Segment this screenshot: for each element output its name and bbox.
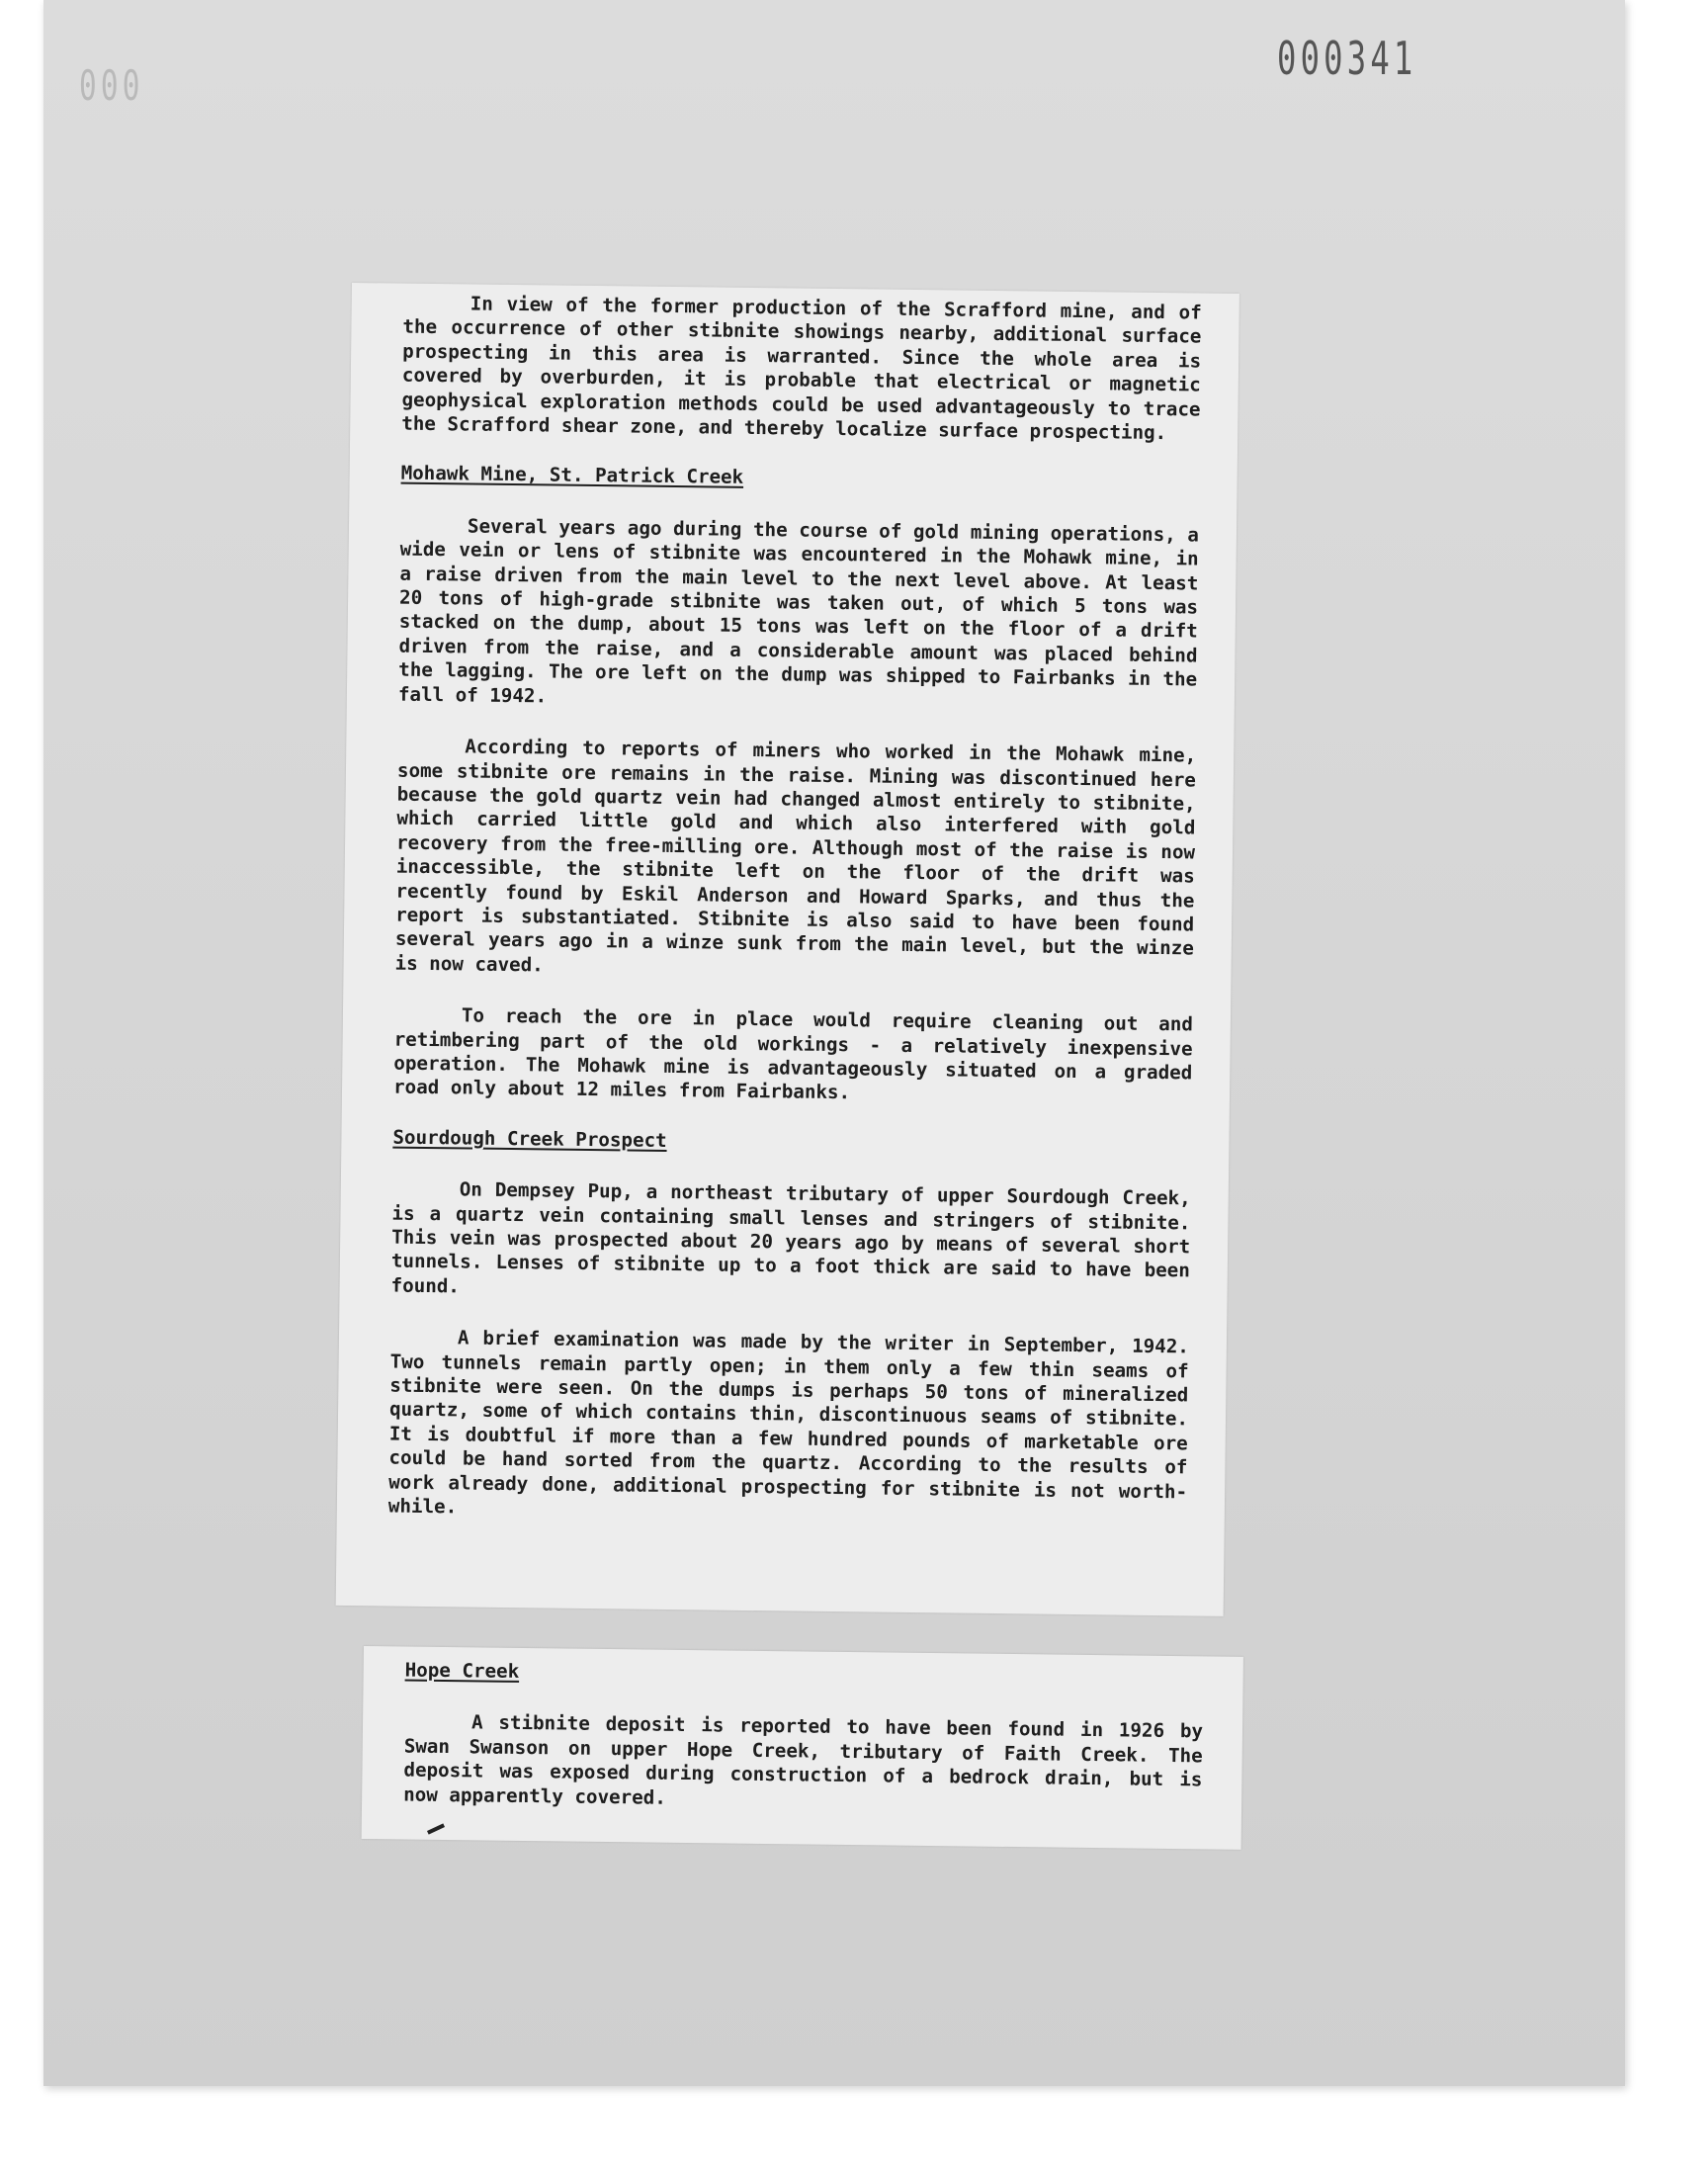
page-number: 000341: [1277, 32, 1417, 85]
mohawk-paragraph-3: To reach the ore in place would require cleaning out and retimbering part of the old workings - a relatively inexpensive operation. The Mohawk mine is advantageously situated on a graded road only about 12 miles from Fairbanks.: [392, 1003, 1194, 1104]
sourdough-paragraph-1: On Dempsey Pup, a northeast tributary of upper Sourdough Creek, is a quartz vein containing small lenses and stringers of stibnite. This vein was prospected about 20 years ago by means of several short tunnels. Lenses of stibnite up to a foot thick are said to have been found.: [390, 1177, 1191, 1298]
main-clipping-text: [388, 292, 1202, 1528]
intro-paragraph: In view of the former production of the Scrafford mine, and of the occurrence of other stibnite showings nearby, additional surface prospecting in this area is warranted. Since the whole area is covered by overburden, it is probable that electrical or magnetic geophysical exploration methods could be used advantageously to trace the Scrafford shear zone, and thereby localize surface prospecting.: [401, 292, 1202, 445]
hope-creek-paragraph: A stibnite deposit is reported to have been found in 1926 by Swan Swanson on upper Hope Creek, tributary of Faith Creek. The deposit was exposed during construction of a bedrock drain, but is now apparently covered.: [403, 1710, 1204, 1809]
hope-creek-clipping: [362, 1646, 1243, 1850]
hope-creek-heading: Hope Creek: [404, 1658, 520, 1683]
sourdough-heading: Sourdough Creek Prospect: [392, 1125, 667, 1152]
hope-creek-text: [403, 1659, 1204, 1817]
ghost-page-number: 000: [79, 61, 144, 110]
sourdough-paragraph-2: A brief examination was made by the writer in September, 1942. Two tunnels remain partly open; in them only a few thin seams of stibnite were seen. On the dumps is perhaps 50 tons of mineralized quartz, some of which contains thin, discontinuous seams of stibnite. It is doubtful if more than a few hundred pounds of marketable ore could be hand sorted from the quartz. According to the results of work already done, additional prospecting for stibnite is not worth-while.: [387, 1326, 1190, 1519]
mohawk-paragraph-1: Several years ago during the course of gold mining operations, a wide vein or lens of stibnite was encountered in the Mohawk mine, in a raise driven from the main level to the next level above. At least 20 tons of high-grade stibnite was taken out, of which 5 tons was stacked on the dump, about 15 tons was left on the floor of a drift driven from the raise, and a considerable amount was placed behind the lagging. The ore left on the dump was shipped to Fairbanks in the fall of 1942.: [397, 514, 1200, 708]
mohawk-paragraph-2: According to reports of miners who worked in the Mohawk mine, some stibnite ore remains in the raise. Mining was discontinued here because the gold quartz vein had changed almost entirely to stibnite, which carried little gold and which also interfered with gold recovery from the free-milling ore. Although most of the raise is now inaccessible, the stibnite left on the floor of the drift was recently found by Eskil Anderson and Howard Sparks, and thus the report is substantiated. Stibnite is also said to have been found several years ago in a winze sunk from the main level, but the winze is now caved.: [394, 735, 1197, 977]
main-clipping: [336, 283, 1239, 1616]
mohawk-heading: Mohawk Mine, St. Patrick Creek: [400, 462, 744, 489]
